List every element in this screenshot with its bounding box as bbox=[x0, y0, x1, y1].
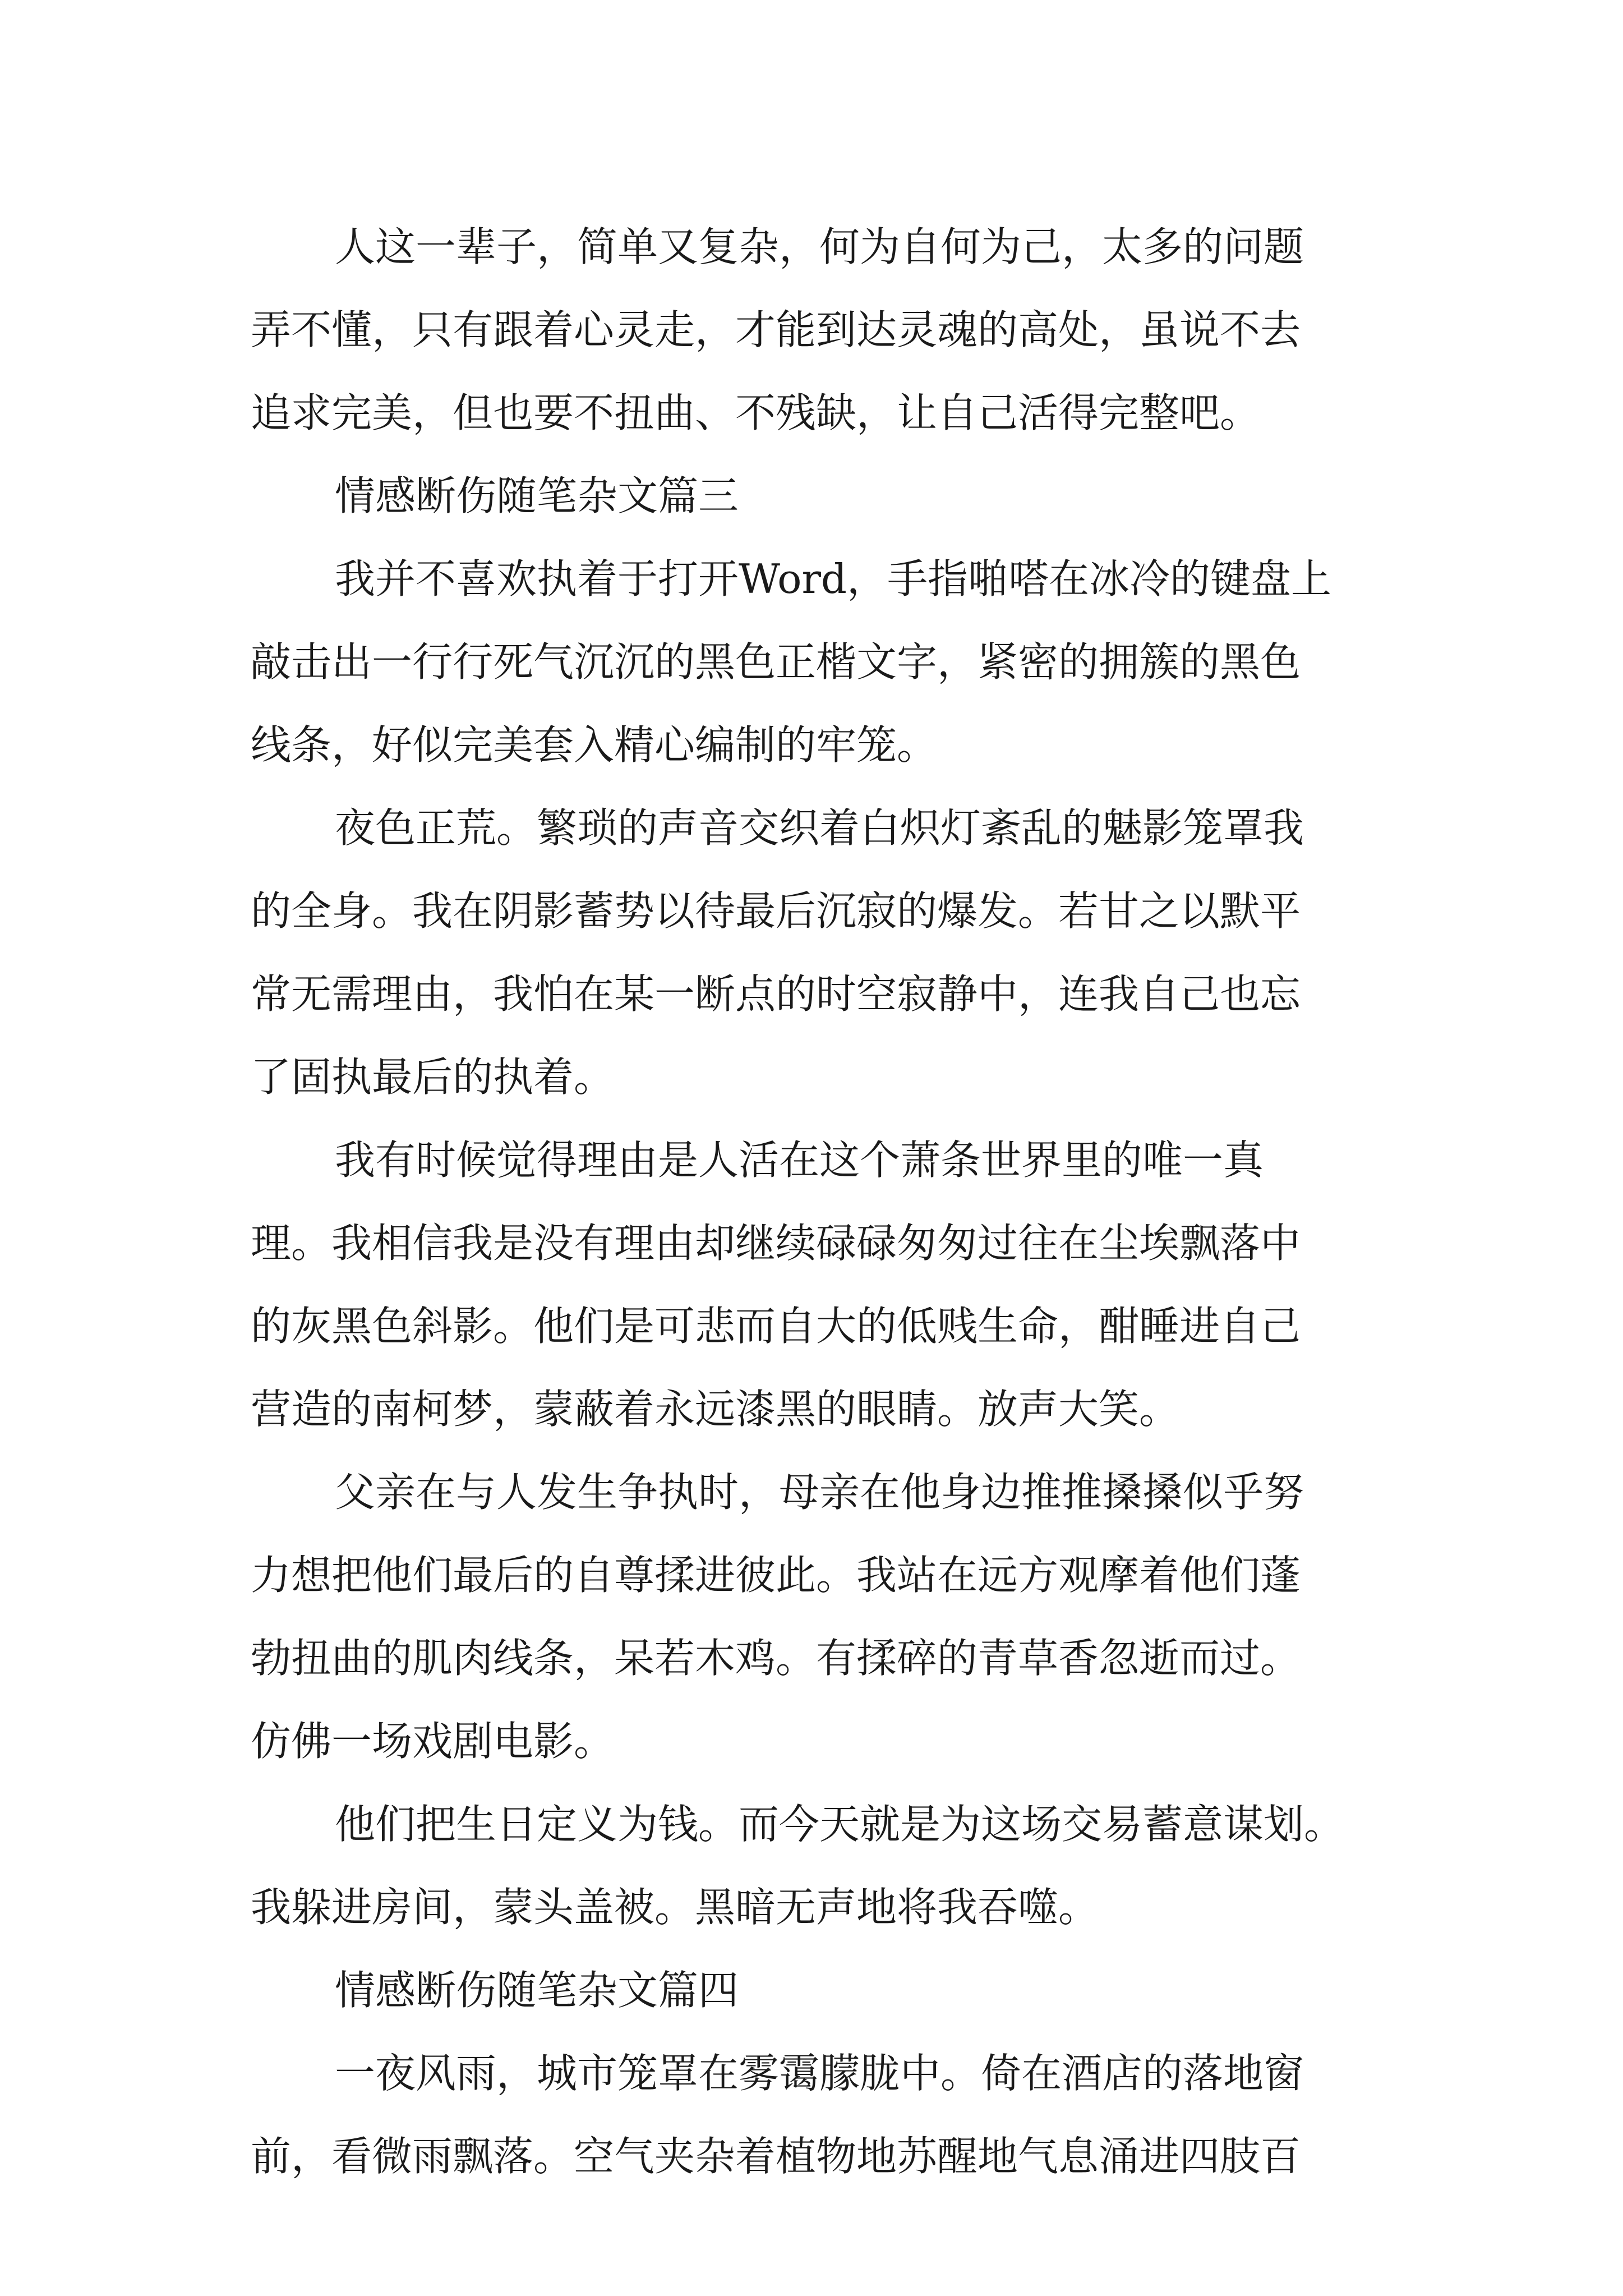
paragraph-line: 我有时候觉得理由是人活在这个萧条世界里的唯一真 bbox=[335, 1137, 1264, 1184]
paragraph-line: 我躲进房间，蒙头盖被。黑暗无声地将我吞噬。 bbox=[251, 1884, 1099, 1931]
paragraph-line: 一夜风雨，城市笼罩在雾霭朦胧中。倚在酒店的落地窗 bbox=[335, 2050, 1304, 2097]
paragraph-line: 他们把生日定义为钱。而今天就是为这场交易蓄意谋划。 bbox=[335, 1801, 1345, 1848]
paragraph-line: 的全身。我在阴影蓄势以待最后沉寂的爆发。若甘之以默平 bbox=[251, 887, 1301, 935]
paragraph-line: 力想把他们最后的自尊揉进彼此。我站在远方观摩着他们蓬 bbox=[251, 1552, 1301, 1599]
section-heading: 情感断伤随笔杂文篇三 bbox=[335, 472, 739, 519]
paragraph-line: 父亲在与人发生争执时，母亲在他身边推推搡搡似乎努 bbox=[335, 1469, 1304, 1516]
paragraph-line: 追求完美，但也要不扭曲、不残缺，让自己活得完整吧。 bbox=[251, 389, 1261, 436]
paragraph-line: 勃扭曲的肌肉线条，呆若木鸡。有揉碎的青草香忽逝而过。 bbox=[251, 1635, 1301, 1682]
paragraph-line: 弄不懂，只有跟着心灵走，才能到达灵魂的高处，虽说不去 bbox=[251, 306, 1301, 353]
paragraph-line: 夜色正荒。繁琐的声音交织着白炽灯紊乱的魅影笼罩我 bbox=[335, 804, 1304, 852]
section-heading: 情感断伤随笔杂文篇四 bbox=[335, 1967, 739, 2014]
paragraph-line: 前，看微雨飘落。空气夹杂着植物地苏醒地气息涌进四肢百 bbox=[251, 2133, 1301, 2180]
paragraph-line: 营造的南柯梦，蒙蔽着永远漆黑的眼睛。放声大笑。 bbox=[251, 1386, 1180, 1433]
paragraph-line: 了固执最后的执着。 bbox=[251, 1053, 615, 1101]
paragraph-line: 线条，好似完美套入精心编制的牢笼。 bbox=[251, 721, 938, 769]
paragraph-line: 我并不喜欢执着于打开Word，手指啪嗒在冰冷的键盘上 bbox=[335, 555, 1331, 602]
paragraph-line: 敲击出一行行死气沉沉的黑色正楷文字，紧密的拥簇的黑色 bbox=[251, 638, 1301, 685]
paragraph-line: 仿佛一场戏剧电影。 bbox=[251, 1718, 615, 1765]
paragraph-line: 的灰黑色斜影。他们是可悲而自大的低贱生命，酣睡进自己 bbox=[251, 1303, 1301, 1350]
paragraph-line: 常无需理由，我怕在某一断点的时空寂静中，连我自己也忘 bbox=[251, 970, 1301, 1018]
document-body bbox=[251, 205, 1384, 2198]
paragraph-line: 人这一辈子，简单又复杂，何为自何为己，太多的问题 bbox=[335, 223, 1304, 270]
paragraph-line: 理。我相信我是没有理由却继续碌碌匆匆过往在尘埃飘落中 bbox=[251, 1220, 1301, 1267]
